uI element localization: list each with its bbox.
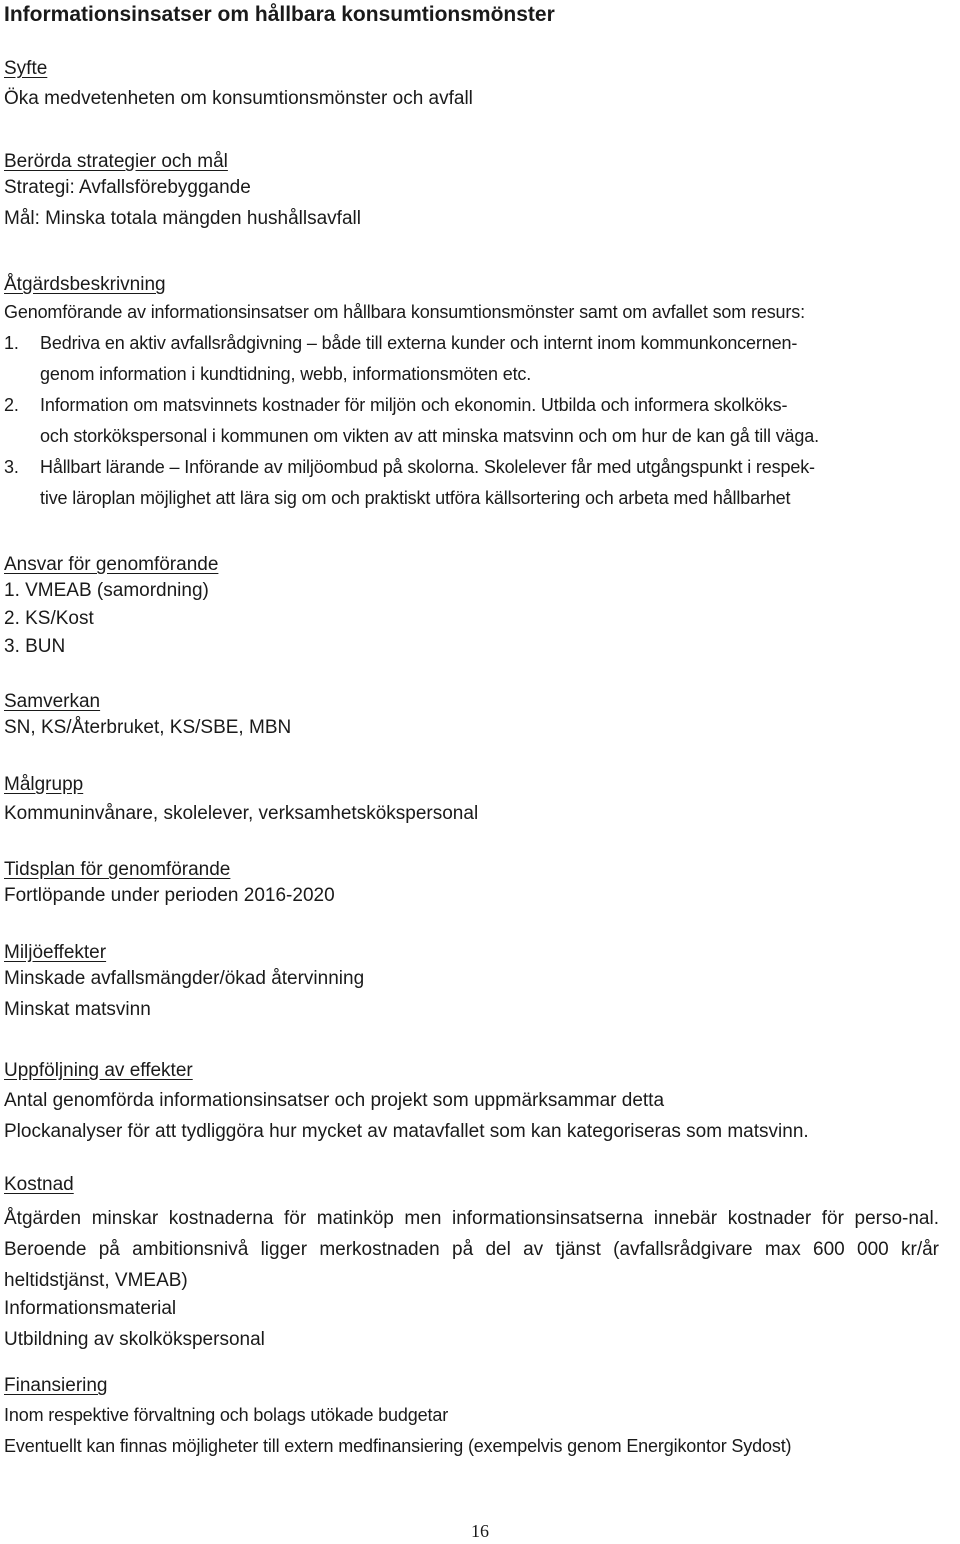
atgard-intro: Genomförande av informationsinsatser om hållbara konsumtionsmönster samt om avfallet som resurs: — [4, 302, 805, 322]
section-ansvar — [4, 552, 956, 657]
section-heading-atgardsbeskrivning: Åtgärdsbeskrivning — [4, 274, 166, 295]
section-heading-miljoeffekter: Miljöeffekter — [4, 942, 107, 963]
section-tidsplan — [4, 857, 956, 906]
section-heading-syfte: Syfte — [4, 58, 48, 79]
list-item-line: Hållbart lärande – Införande av miljöombud på skolorna. Skolelever får med utgångspunkt i respek- — [40, 457, 815, 477]
kostnad-paragraph: Åtgärden minskar kostnaderna för matinköp men informationsinsatserna innebär kostnader för perso-nal. Beroende på ambitionsnivå ligger merkostnaden på del av tjänst (avfallsrådgivare max 600 000 kr/år heltidstjänst, VMEAB) — [4, 1208, 939, 1291]
goal-text: Mål: Minska totala mängden hushållsavfall — [4, 208, 361, 229]
section-heading-kostnad: Kostnad — [4, 1174, 74, 1195]
strategy-text: Strategi: Avfallsförebyggande — [4, 177, 251, 198]
list-item: Minskat matsvinn — [4, 999, 151, 1020]
list-item-number: 3. — [4, 457, 19, 477]
section-atgardsbeskrivning — [4, 272, 956, 508]
list-item-line: Bedriva en aktiv avfallsrådgivning – både till externa kunder och internt inom kommunkoncernen- — [40, 333, 798, 353]
section-heading-uppfoljning: Uppföljning av effekter — [4, 1060, 193, 1081]
list-item-line: genom information i kundtidning, webb, informationsmöten etc. — [40, 364, 532, 384]
section-heading-finansiering: Finansiering — [4, 1375, 108, 1396]
samverkan-text: SN, KS/Återbruket, KS/SBE, MBN — [4, 717, 292, 738]
list-item — [4, 457, 956, 517]
section-syfte — [4, 56, 956, 109]
section-heading-tidsplan: Tidsplan för genomförande — [4, 859, 231, 880]
list-item — [4, 333, 956, 393]
section-heading-strategier: Berörda strategier och mål — [4, 151, 228, 172]
section-miljoeffekter — [4, 940, 956, 1020]
section-kostnad — [4, 1172, 956, 1350]
section-finansiering — [4, 1373, 956, 1456]
document-title: Informationsinsatser om hållbara konsumtionsmönster — [4, 3, 555, 26]
list-item: Informationsmaterial — [4, 1298, 177, 1319]
malgrupp-text: Kommuninvånare, skolelever, verksamhetskökspersonal — [4, 803, 479, 824]
list-item: Inom respektive förvaltning och bolags utökade budgetar — [4, 1405, 449, 1425]
list-item: 1. VMEAB (samordning) — [4, 580, 209, 601]
section-uppfoljning — [4, 1058, 956, 1142]
list-item: Minskade avfallsmängder/ökad återvinning — [4, 968, 365, 989]
list-item — [4, 395, 956, 455]
list-item: Eventuellt kan finnas möjligheter till extern medfinansiering (exempelvis genom Energikontor Sydost) — [4, 1436, 792, 1456]
list-item: Utbildning av skolkökspersonal — [4, 1329, 265, 1350]
list-item-number: 1. — [4, 333, 19, 353]
list-item-number: 2. — [4, 395, 19, 415]
list-item-line: och storkökspersonal i kommunen om vikten av att minska matsvinn och om hur de kan gå till väga. — [40, 426, 819, 446]
section-heading-samverkan: Samverkan — [4, 691, 101, 712]
section-samverkan — [4, 689, 956, 738]
list-item: 2. KS/Kost — [4, 608, 94, 629]
section-strategier — [4, 149, 956, 229]
section-heading-malgrupp: Målgrupp — [4, 774, 84, 795]
list-item-line: Information om matsvinnets kostnader för miljön och ekonomin. Utbilda och informera skolköks- — [40, 395, 788, 415]
list-item: Plockanalyser för att tydliggöra hur mycket av matavfallet som kan kategoriseras som matsvinn. — [4, 1121, 809, 1142]
section-malgrupp — [4, 772, 956, 824]
syfte-text: Öka medvetenheten om konsumtionsmönster och avfall — [4, 88, 473, 109]
list-item: Antal genomförda informationsinsatser och projekt som uppmärksammar detta — [4, 1090, 665, 1111]
section-heading-ansvar: Ansvar för genomförande — [4, 554, 219, 575]
list-item-line: tive läroplan möjlighet att lära sig om och praktiskt utföra källsortering och arbeta med hållbarhet — [40, 488, 791, 508]
page-number: 16 — [471, 1521, 489, 1541]
tidsplan-text: Fortlöpande under perioden 2016-2020 — [4, 885, 335, 906]
list-item: 3. BUN — [4, 636, 66, 657]
